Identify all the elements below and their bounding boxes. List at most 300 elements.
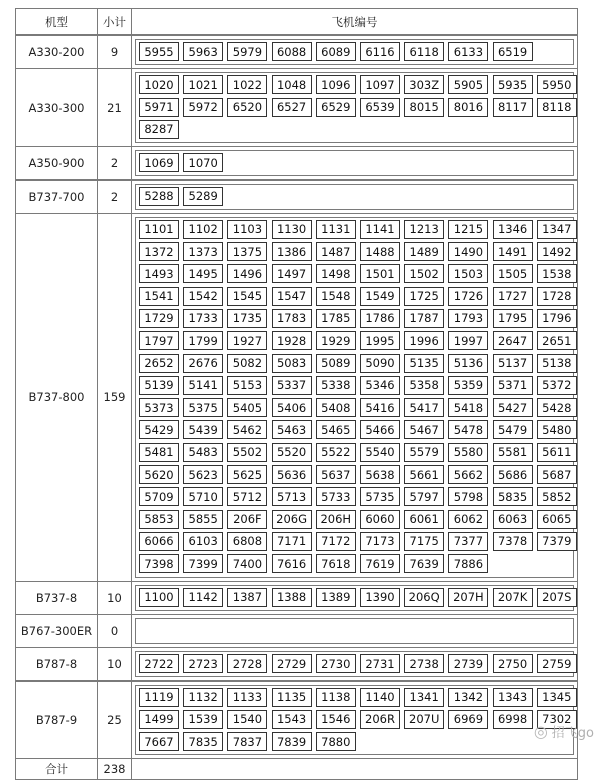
total-value-text: 238 xyxy=(103,762,126,777)
aircraft-number: 7618 xyxy=(316,554,356,573)
aircraft-number: 5479 xyxy=(493,420,533,439)
aircraft-number: 1995 xyxy=(360,331,400,350)
total-empty xyxy=(131,758,578,780)
aircraft-number: 1119 xyxy=(139,688,179,707)
aircraft-number: 6065 xyxy=(537,510,577,529)
aircraft-number: 1497 xyxy=(272,264,312,283)
aircraft-number: 1540 xyxy=(227,710,267,729)
numbers-cell xyxy=(131,146,578,180)
aircraft-number: 6808 xyxy=(227,532,267,551)
aircraft-number: 1492 xyxy=(537,242,577,261)
subtotal-cell xyxy=(97,681,132,760)
aircraft-number: 5611 xyxy=(537,443,577,462)
aircraft-number: 5713 xyxy=(272,487,312,506)
numbers-cell xyxy=(131,614,578,648)
aircraft-number: 1100 xyxy=(139,588,179,607)
aircraft-number: 206H xyxy=(316,510,356,529)
subtotal-cell xyxy=(97,581,132,615)
aircraft-number: 207H xyxy=(448,588,488,607)
aircraft-number: 1496 xyxy=(227,264,267,283)
aircraft-number: 5139 xyxy=(139,376,179,395)
aircraft-number: 5798 xyxy=(448,487,488,506)
subtotal-cell xyxy=(97,146,132,180)
aircraft-number: 2729 xyxy=(272,654,312,673)
header-subtotal-text: 小计 xyxy=(103,14,126,29)
aircraft-number: 5418 xyxy=(448,398,488,417)
subtotal-cell-text: 159 xyxy=(103,390,126,405)
aircraft-number: 1539 xyxy=(183,710,223,729)
aircraft-number: 7398 xyxy=(139,554,179,573)
aircraft-number: 5359 xyxy=(448,376,488,395)
aircraft-number: 6061 xyxy=(404,510,444,529)
aircraft-number: 1548 xyxy=(316,287,356,306)
aircraft-number: 1729 xyxy=(139,309,179,328)
aircraft-number: 7378 xyxy=(493,532,533,551)
numbers-frame xyxy=(135,585,574,611)
numbers-cell xyxy=(131,35,578,69)
aircraft-number: 5405 xyxy=(227,398,267,417)
numbers-frame xyxy=(135,217,574,578)
aircraft-number: 1101 xyxy=(139,220,179,239)
aircraft-number: 5955 xyxy=(139,42,179,61)
aircraft-number: 5502 xyxy=(227,443,267,462)
subtotal-cell xyxy=(97,68,132,147)
aircraft-number: 5371 xyxy=(493,376,533,395)
aircraft-number: 7399 xyxy=(183,554,223,573)
aircraft-number: 8118 xyxy=(537,98,577,117)
aircraft-number: 6066 xyxy=(139,532,179,551)
aircraft-number: 7639 xyxy=(404,554,444,573)
numbers-cell xyxy=(131,180,578,214)
header-subtotal xyxy=(97,8,132,35)
aircraft-number: 5417 xyxy=(404,398,444,417)
aircraft-number: 5372 xyxy=(537,376,577,395)
model-cell xyxy=(15,681,98,760)
numbers-frame xyxy=(135,651,574,677)
aircraft-number: 7172 xyxy=(316,532,356,551)
aircraft-number: 1048 xyxy=(272,75,312,94)
aircraft-number: 1389 xyxy=(316,588,356,607)
aircraft-number: 7619 xyxy=(360,554,400,573)
aircraft-number: 1727 xyxy=(493,287,533,306)
numbers-cell xyxy=(131,68,578,147)
aircraft-number: 5950 xyxy=(537,75,577,94)
header-numbers xyxy=(131,8,578,35)
model-cell xyxy=(15,614,98,648)
aircraft-number: 5138 xyxy=(537,354,577,373)
aircraft-number: 1103 xyxy=(227,220,267,239)
aircraft-number: 1549 xyxy=(360,287,400,306)
aircraft-number: 1096 xyxy=(316,75,356,94)
aircraft-number: 5289 xyxy=(183,187,223,206)
aircraft-number: 5153 xyxy=(227,376,267,395)
aircraft-number: 6103 xyxy=(183,532,223,551)
aircraft-number: 8015 xyxy=(404,98,444,117)
model-cell-text: B737-800 xyxy=(28,390,85,405)
aircraft-number: 5520 xyxy=(272,443,312,462)
subtotal-cell-text: 2 xyxy=(110,156,119,171)
aircraft-number: 5467 xyxy=(404,420,444,439)
total-label-text: 合计 xyxy=(45,762,68,777)
aircraft-number: 5581 xyxy=(493,443,533,462)
aircraft-number: 1996 xyxy=(404,331,444,350)
header-numbers-text: 飞机编号 xyxy=(331,14,378,29)
numbers-frame xyxy=(135,685,574,756)
numbers-frame xyxy=(135,72,574,143)
aircraft-number: 1538 xyxy=(537,264,577,283)
aircraft-number: 6969 xyxy=(448,710,488,729)
aircraft-number: 5439 xyxy=(183,420,223,439)
aircraft-number: 5428 xyxy=(537,398,577,417)
wechat-icon: ◎ xyxy=(533,722,548,741)
aircraft-number: 1069 xyxy=(139,153,179,172)
numbers-frame xyxy=(135,618,574,644)
aircraft-number: 5465 xyxy=(316,420,356,439)
aircraft-number: 1347 xyxy=(537,220,577,239)
aircraft-number: 5462 xyxy=(227,420,267,439)
aircraft-number: 1372 xyxy=(139,242,179,261)
aircraft-number: 1493 xyxy=(139,264,179,283)
aircraft-number: 5963 xyxy=(183,42,223,61)
aircraft-number: 1343 xyxy=(493,688,533,707)
aircraft-number: 5358 xyxy=(404,376,444,395)
aircraft-number: 6063 xyxy=(493,510,533,529)
aircraft-number: 1797 xyxy=(139,331,179,350)
aircraft-number: 1541 xyxy=(139,287,179,306)
aircraft-number: 1545 xyxy=(227,287,267,306)
aircraft-number: 7302 xyxy=(537,710,577,729)
aircraft-number: 5580 xyxy=(448,443,488,462)
aircraft-number: 1498 xyxy=(316,264,356,283)
header-model xyxy=(15,8,98,35)
aircraft-number: 5661 xyxy=(404,465,444,484)
aircraft-number: 1022 xyxy=(227,75,267,94)
model-cell xyxy=(15,213,98,582)
model-cell xyxy=(15,35,98,69)
aircraft-number: 5972 xyxy=(183,98,223,117)
aircraft-number: 6060 xyxy=(360,510,400,529)
aircraft-number: 5135 xyxy=(404,354,444,373)
aircraft-number: 7886 xyxy=(448,554,488,573)
aircraft-number: 1997 xyxy=(448,331,488,350)
numbers-cell xyxy=(131,581,578,615)
subtotal-cell-text: 2 xyxy=(110,189,119,204)
aircraft-number: 1785 xyxy=(316,309,356,328)
aircraft-number: 5463 xyxy=(272,420,312,439)
aircraft-number: 1927 xyxy=(227,331,267,350)
aircraft-number: 2723 xyxy=(183,654,223,673)
aircraft-number: 5579 xyxy=(404,443,444,462)
aircraft-number: 1135 xyxy=(272,688,312,707)
model-cell-text: A330-200 xyxy=(28,45,85,60)
aircraft-number: 5620 xyxy=(139,465,179,484)
model-cell-text: A350-900 xyxy=(28,156,85,171)
aircraft-number: 5638 xyxy=(360,465,400,484)
aircraft-number: 1375 xyxy=(227,242,267,261)
aircraft-number: 5853 xyxy=(139,510,179,529)
subtotal-cell-text: 10 xyxy=(107,590,122,605)
aircraft-number: 303Z xyxy=(404,75,444,94)
model-cell-text: B737-700 xyxy=(28,189,85,204)
subtotal-cell-text: 9 xyxy=(110,45,119,60)
aircraft-number: 1542 xyxy=(183,287,223,306)
aircraft-number: 2728 xyxy=(227,654,267,673)
numbers-frame xyxy=(135,39,574,65)
aircraft-number: 7175 xyxy=(404,532,444,551)
aircraft-number: 2750 xyxy=(493,654,533,673)
aircraft-number: 5979 xyxy=(227,42,267,61)
aircraft-number: 5637 xyxy=(316,465,356,484)
header-model-text: 机型 xyxy=(45,14,68,29)
aircraft-number: 1102 xyxy=(183,220,223,239)
aircraft-number: 6089 xyxy=(316,42,356,61)
aircraft-number: 6520 xyxy=(227,98,267,117)
aircraft-number: 7173 xyxy=(360,532,400,551)
aircraft-number: 5625 xyxy=(227,465,267,484)
aircraft-number: 5687 xyxy=(537,465,577,484)
aircraft-number: 5686 xyxy=(493,465,533,484)
numbers-cell xyxy=(131,647,578,681)
aircraft-number: 7616 xyxy=(272,554,312,573)
aircraft-number: 1020 xyxy=(139,75,179,94)
aircraft-number: 5090 xyxy=(360,354,400,373)
aircraft-number: 1138 xyxy=(316,688,356,707)
aircraft-number: 2651 xyxy=(537,331,577,350)
aircraft-number: 1130 xyxy=(272,220,312,239)
model-cell xyxy=(15,647,98,681)
aircraft-number: 1505 xyxy=(493,264,533,283)
model-cell-text: B787-8 xyxy=(35,657,78,672)
aircraft-number: 5429 xyxy=(139,420,179,439)
aircraft-number: 2652 xyxy=(139,354,179,373)
aircraft-number: 2676 xyxy=(183,354,223,373)
aircraft-number: 8117 xyxy=(493,98,533,117)
aircraft-number: 1373 xyxy=(183,242,223,261)
aircraft-number: 7377 xyxy=(448,532,488,551)
aircraft-number: 1342 xyxy=(448,688,488,707)
aircraft-number: 5406 xyxy=(272,398,312,417)
subtotal-cell-text: 0 xyxy=(110,624,119,639)
aircraft-number: 5710 xyxy=(183,487,223,506)
aircraft-number: 5735 xyxy=(360,487,400,506)
aircraft-number: 1547 xyxy=(272,287,312,306)
subtotal-cell xyxy=(97,35,132,69)
aircraft-number: 5852 xyxy=(537,487,577,506)
aircraft-number: 1488 xyxy=(360,242,400,261)
aircraft-number: 5481 xyxy=(139,443,179,462)
watermark-text: 招飞go xyxy=(551,726,594,741)
aircraft-number: 1097 xyxy=(360,75,400,94)
model-cell xyxy=(15,68,98,147)
watermark xyxy=(534,722,594,741)
aircraft-number: 206F xyxy=(227,510,267,529)
aircraft-number: 1021 xyxy=(183,75,223,94)
aircraft-number: 6118 xyxy=(404,42,444,61)
aircraft-number: 5835 xyxy=(493,487,533,506)
aircraft-number: 1546 xyxy=(316,710,356,729)
aircraft-number: 5416 xyxy=(360,398,400,417)
model-cell-text: B737-8 xyxy=(35,590,78,605)
aircraft-number: 1503 xyxy=(448,264,488,283)
aircraft-number: 1499 xyxy=(139,710,179,729)
aircraft-number: 7379 xyxy=(537,532,577,551)
aircraft-number: 2759 xyxy=(537,654,577,673)
aircraft-number: 1928 xyxy=(272,331,312,350)
aircraft-number: 207S xyxy=(537,588,577,607)
aircraft-number: 206R xyxy=(360,710,400,729)
aircraft-number: 5712 xyxy=(227,487,267,506)
aircraft-number: 1341 xyxy=(404,688,444,707)
model-cell-text: B767-300ER xyxy=(20,624,93,639)
aircraft-number: 206Q xyxy=(404,588,444,607)
aircraft-number: 2647 xyxy=(493,331,533,350)
aircraft-number: 7880 xyxy=(316,732,356,751)
aircraft-number: 5288 xyxy=(139,187,179,206)
aircraft-number: 1929 xyxy=(316,331,356,350)
aircraft-number: 1795 xyxy=(493,309,533,328)
aircraft-number: 1487 xyxy=(316,242,356,261)
aircraft-number: 1215 xyxy=(448,220,488,239)
numbers-cell xyxy=(131,213,578,582)
aircraft-number: 207U xyxy=(404,710,444,729)
aircraft-number: 1495 xyxy=(183,264,223,283)
aircraft-number: 1387 xyxy=(227,588,267,607)
aircraft-number: 6116 xyxy=(360,42,400,61)
aircraft-number: 5483 xyxy=(183,443,223,462)
subtotal-cell-text: 21 xyxy=(107,100,122,115)
aircraft-number: 1793 xyxy=(448,309,488,328)
aircraft-number: 5662 xyxy=(448,465,488,484)
aircraft-number: 2722 xyxy=(139,654,179,673)
aircraft-number: 1345 xyxy=(537,688,577,707)
aircraft-number: 6539 xyxy=(360,98,400,117)
aircraft-number: 5797 xyxy=(404,487,444,506)
aircraft-number: 1728 xyxy=(537,287,577,306)
aircraft-number: 5636 xyxy=(272,465,312,484)
aircraft-number: 1543 xyxy=(272,710,312,729)
model-cell xyxy=(15,146,98,180)
aircraft-number: 2730 xyxy=(316,654,356,673)
aircraft-number: 1735 xyxy=(227,309,267,328)
subtotal-cell xyxy=(97,614,132,648)
aircraft-number: 2739 xyxy=(448,654,488,673)
model-cell xyxy=(15,581,98,615)
numbers-cell xyxy=(131,681,578,760)
aircraft-number: 7171 xyxy=(272,532,312,551)
aircraft-number: 5375 xyxy=(183,398,223,417)
aircraft-number: 1786 xyxy=(360,309,400,328)
aircraft-number: 5427 xyxy=(493,398,533,417)
aircraft-number: 5522 xyxy=(316,443,356,462)
aircraft-number: 1796 xyxy=(537,309,577,328)
aircraft-number: 2731 xyxy=(360,654,400,673)
subtotal-cell xyxy=(97,647,132,681)
aircraft-number: 5338 xyxy=(316,376,356,395)
aircraft-number: 5137 xyxy=(493,354,533,373)
aircraft-number: 1501 xyxy=(360,264,400,283)
aircraft-number: 1140 xyxy=(360,688,400,707)
subtotal-cell-text: 25 xyxy=(107,712,122,727)
aircraft-number: 7400 xyxy=(227,554,267,573)
total-value xyxy=(97,758,132,780)
subtotal-cell xyxy=(97,180,132,214)
aircraft-number: 6062 xyxy=(448,510,488,529)
aircraft-number: 5408 xyxy=(316,398,356,417)
model-cell-text: A330-300 xyxy=(28,100,85,115)
aircraft-number: 5141 xyxy=(183,376,223,395)
aircraft-number: 5337 xyxy=(272,376,312,395)
aircraft-number: 207K xyxy=(493,588,533,607)
aircraft-number: 1502 xyxy=(404,264,444,283)
aircraft-number: 1346 xyxy=(493,220,533,239)
aircraft-number: 5733 xyxy=(316,487,356,506)
aircraft-number: 8287 xyxy=(139,120,179,139)
subtotal-cell xyxy=(97,213,132,582)
aircraft-number: 1490 xyxy=(448,242,488,261)
aircraft-number: 5540 xyxy=(360,443,400,462)
total-label xyxy=(15,758,98,780)
aircraft-number: 7837 xyxy=(227,732,267,751)
aircraft-number: 1070 xyxy=(183,153,223,172)
aircraft-number: 5480 xyxy=(537,420,577,439)
aircraft-number: 1733 xyxy=(183,309,223,328)
aircraft-number: 1787 xyxy=(404,309,444,328)
aircraft-number: 2738 xyxy=(404,654,444,673)
aircraft-number: 5466 xyxy=(360,420,400,439)
aircraft-number: 5136 xyxy=(448,354,488,373)
aircraft-number: 206G xyxy=(272,510,312,529)
aircraft-number: 1131 xyxy=(316,220,356,239)
aircraft-number: 1390 xyxy=(360,588,400,607)
aircraft-number: 6133 xyxy=(448,42,488,61)
aircraft-number: 1726 xyxy=(448,287,488,306)
aircraft-number: 5709 xyxy=(139,487,179,506)
aircraft-number: 7839 xyxy=(272,732,312,751)
aircraft-number: 6529 xyxy=(316,98,356,117)
aircraft-number: 1783 xyxy=(272,309,312,328)
model-cell xyxy=(15,180,98,214)
aircraft-number: 1213 xyxy=(404,220,444,239)
aircraft-number: 6527 xyxy=(272,98,312,117)
aircraft-number: 1725 xyxy=(404,287,444,306)
aircraft-number: 5083 xyxy=(272,354,312,373)
aircraft-number: 1132 xyxy=(183,688,223,707)
aircraft-number: 5971 xyxy=(139,98,179,117)
aircraft-number: 1133 xyxy=(227,688,267,707)
aircraft-number: 1799 xyxy=(183,331,223,350)
aircraft-number: 5346 xyxy=(360,376,400,395)
aircraft-number: 1142 xyxy=(183,588,223,607)
aircraft-number: 7835 xyxy=(183,732,223,751)
aircraft-number: 5373 xyxy=(139,398,179,417)
aircraft-number: 1386 xyxy=(272,242,312,261)
aircraft-number: 5089 xyxy=(316,354,356,373)
aircraft-number: 5905 xyxy=(448,75,488,94)
aircraft-number: 5478 xyxy=(448,420,488,439)
aircraft-number: 1491 xyxy=(493,242,533,261)
aircraft-number: 6998 xyxy=(493,710,533,729)
model-cell-text: B787-9 xyxy=(35,712,78,727)
aircraft-number: 1489 xyxy=(404,242,444,261)
aircraft-number: 5082 xyxy=(227,354,267,373)
aircraft-number: 5855 xyxy=(183,510,223,529)
aircraft-number: 5935 xyxy=(493,75,533,94)
aircraft-number: 8016 xyxy=(448,98,488,117)
aircraft-number: 7667 xyxy=(139,732,179,751)
numbers-frame xyxy=(135,150,574,176)
aircraft-number: 1141 xyxy=(360,220,400,239)
subtotal-cell-text: 10 xyxy=(107,657,122,672)
